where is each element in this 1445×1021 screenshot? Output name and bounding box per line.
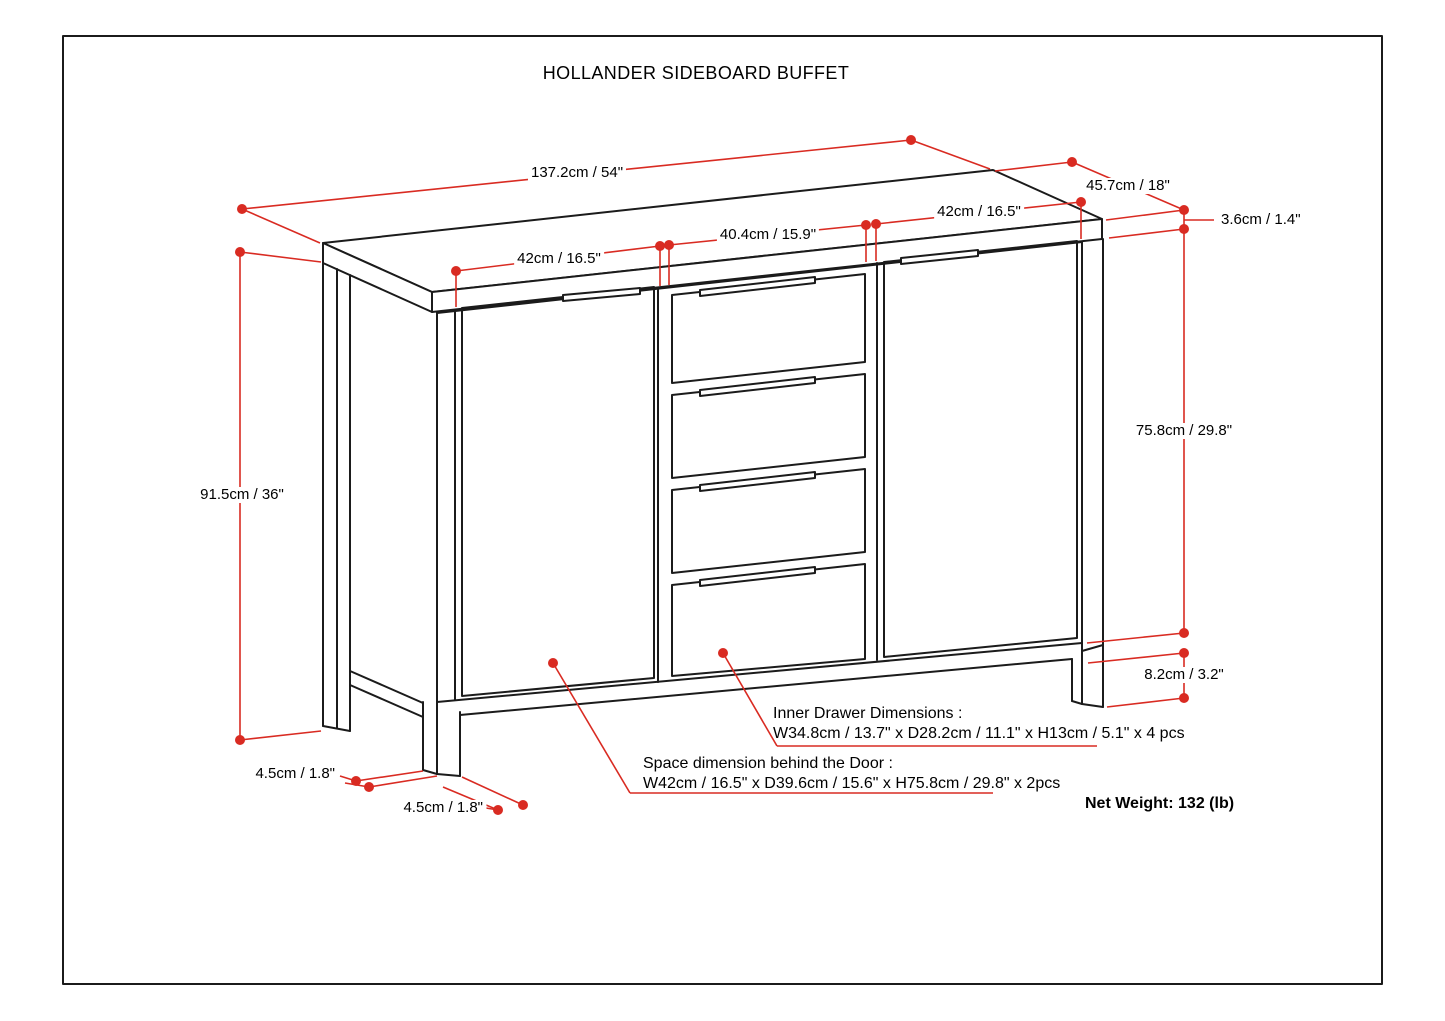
right-door: [884, 241, 1077, 657]
page-title: HOLLANDER SIDEBOARD BUFFET: [542, 63, 850, 83]
drawer-4-handle: [700, 567, 815, 586]
dim-top-depth: 45.7cm / 18": [1083, 178, 1173, 194]
left-door: [462, 287, 654, 696]
inner-drawer-note-title: Inner Drawer Dimensions :: [773, 705, 963, 722]
side-rail-bottom: [350, 685, 423, 717]
dim-top-width: 137.2cm / 54": [528, 165, 626, 181]
drawer-3-handle: [700, 472, 815, 491]
right-side-bottom: [1082, 645, 1103, 651]
drawer-2-handle: [700, 377, 815, 396]
door-space-note-title: Space dimension behind the Door :: [643, 755, 893, 772]
inner-drawer-note-detail: W34.8cm / 13.7" x D28.2cm / 11.1" x H13cm / 5.1" x 4 pcs: [773, 725, 1185, 742]
front-left-leg-foot: [423, 770, 460, 776]
door-space-note: [643, 754, 1060, 794]
dim-left-door-width: 42cm / 16.5": [514, 251, 604, 267]
dim-drawer-width: 40.4cm / 15.9": [717, 227, 819, 243]
dim-right-door-width: 42cm / 16.5": [934, 204, 1024, 220]
door-space-note-detail: W42cm / 16.5" x D39.6cm / 15.6" x H75.8cm / 29.8" x 2pcs: [643, 775, 1061, 792]
dim-door-height: 75.8cm / 29.8": [1133, 423, 1235, 439]
front-face: [437, 242, 1082, 702]
side-rail-top: [350, 671, 423, 703]
dim-base-clearance: 8.2cm / 3.2": [1141, 667, 1227, 683]
dim-leg-depth: 4.5cm / 1.8": [400, 800, 486, 816]
sideboard-line-drawing: [323, 170, 1103, 776]
dim-overall-height: 91.5cm / 36": [197, 487, 287, 503]
dim-leg-width: 4.5cm / 1.8": [252, 766, 338, 782]
dim-top-thickness: 3.6cm / 1.4": [1218, 212, 1304, 228]
net-weight: Net Weight: 132 (lb): [1085, 795, 1235, 812]
inner-drawer-note: [773, 704, 1185, 744]
